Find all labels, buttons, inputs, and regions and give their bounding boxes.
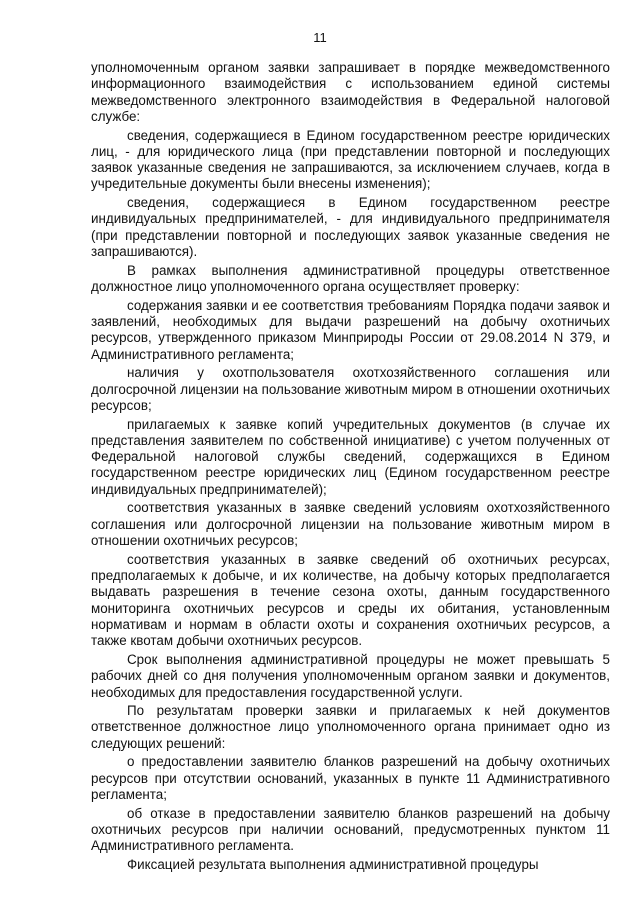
paragraph: сведения, содержащиеся в Едином государственном реестре юридических лиц, - для юридического лица (при представлении повторной и последующих заявок указанные сведения не запрашиваются, за исключением случаев, когда в учредительные документы были внесены изменения); [91,127,610,192]
paragraph: наличия у охотпользователя охотхозяйственного соглашения или долгосрочной лицензии на пользование животным миром в отношении охотничьих ресурсов; [91,365,610,413]
document-body [91,60,610,876]
paragraph: соответствия указанных в заявке сведений условиям охотхозяйственного соглашения или долгосрочной лицензии на пользование животным миром в отношении охотничьих ресурсов; [91,500,610,549]
paragraph: о предоставлении заявителю бланков разрешений на добычу охотничьих ресурсов при отсутствии оснований, указанных в пункте 11 Административного регламента; [91,754,610,803]
paragraph: сведения, содержащиеся в Едином государственном реестре индивидуальных предпринимателей, - для индивидуального предпринимателя (при представлении повторной и последующих заявок указанные сведения не запрашиваются). [91,195,610,260]
paragraph: уполномоченным органом заявки запрашивает в порядке межведомственного информационного взаимодействия с использованием единой системы межведомственного электронного взаимодействия в Федеральной налоговой службе: [91,60,610,124]
paragraph: В рамках выполнения административной процедуры ответственное должностное лицо уполномоченного органа осуществляет проверку: [91,262,610,295]
paragraph: прилагаемых к заявке копий учредительных документов (в случае их представления заявителем по собственной инициативе) с учетом полученных от Федеральной налоговой службы сведений, содержащихся в Едином государственном реестре юридических лиц (Едином государственном реестре индивидуальных предпринимателей); [91,416,610,497]
paragraph: По результатам проверки заявки и прилагаемых к ней документов ответственное должностное лицо уполномоченного органа принимает одно из следующих решений: [91,703,610,751]
paragraph: Срок выполнения административной процедуры не может превышать 5 рабочих дней со дня получения уполномоченным органом заявки и документов, необходимых для предоставления государственной услуги. [91,651,610,700]
paragraph: Фиксацией результата выполнения административной процедуры [127,857,539,873]
paragraph: соответствия указанных в заявке сведений об охотничьих ресурсах, предполагаемых к добыче, и их количестве, на добычу которых предполагается выдавать разрешения в течение сезона охоты, данным государственного мониторинга охотничьих ресурсов и среды их обитания, установленным нормативам и нормам в области охоты и сохранения охотничьих ресурсов, а также квотам добычи охотничьих ресурсов. [91,551,610,649]
paragraph: об отказе в предоставлении заявителю бланков разрешений на добычу охотничьих ресурсов при наличии оснований, предусмотренных пунктом 11 Административного регламента. [91,805,610,854]
paragraph: содержания заявки и ее соответствия требованиям Порядка подачи заявок и заявлений, необходимых для выдачи разрешений на добычу охотничьих ресурсов, утвержденного приказом Минприроды России от 29.08.2014 N 379, и Административного регламента; [91,297,610,362]
page-number: 11 [313,30,327,45]
